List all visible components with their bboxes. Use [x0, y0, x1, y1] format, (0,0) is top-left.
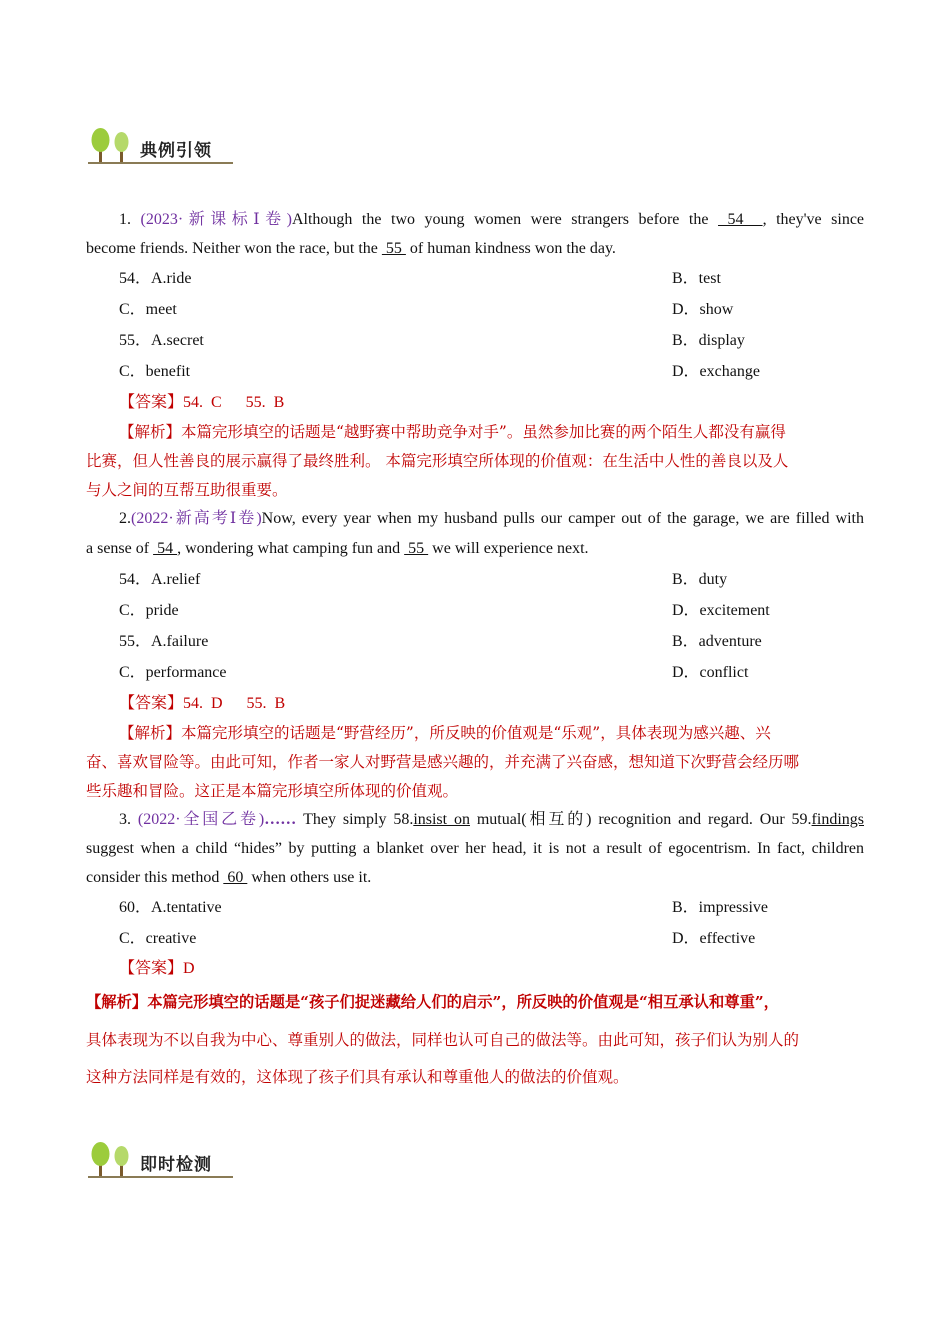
section-header-examples — [88, 126, 238, 168]
q1-line1: 1. (2023·新课标Ⅰ卷)Although the two young women were strangers before the 54 , they've since — [119, 211, 865, 228]
q1-option: 54．A.ride — [119, 270, 192, 287]
section-title: 典例引领 — [140, 141, 212, 161]
q1-option: 55．A.secret — [119, 332, 204, 349]
q1-answer: 【答案】54. C 55. B — [119, 394, 285, 411]
q1-analysis-line: 比赛，但人性善良的展示赢得了最终胜利。 本篇完形填空所体现的价值观：在生活中人性的善良以及人 — [86, 452, 789, 470]
q2-analysis-line: 【解析】本篇完形填空的话题是“野营经历”，所反映的价值观是“乐观”，具体表现为感兴趣、兴 — [119, 724, 771, 742]
q2-line2: a sense of 54 , wondering what camping fun and 55 we will experience next. — [86, 540, 589, 557]
q1-option: B．display — [672, 332, 745, 349]
q3-answer: 【答案】D — [119, 960, 195, 977]
q2-blank-54: 54 — [153, 540, 178, 557]
q3-analysis-line: 具体表现为不以自我为中心、尊重别人的做法，同样也认可自己的做法等。由此可知，孩子们认为别人的 — [86, 1031, 800, 1049]
q1-option: C．benefit — [119, 363, 191, 380]
q2-option: 55．A.failure — [119, 633, 209, 650]
q1-blank-55: 55 — [381, 240, 406, 257]
q3-option: 60．A.tentative — [119, 899, 222, 916]
q3-option: C．creative — [119, 930, 197, 947]
q1-source: (2023·新课标Ⅰ卷) — [140, 211, 292, 228]
q3-line3: consider this method 60 when others use it. — [86, 869, 372, 886]
q3-option: B．impressive — [672, 899, 768, 916]
q2-blank-55: 55 — [404, 540, 429, 557]
q1-analysis-line: 与人之间的互帮互助很重要。 — [86, 481, 288, 499]
q1-line2: become friends. Neither won the race, but the 55 of human kindness won the day. — [86, 240, 616, 257]
section-divider — [88, 1176, 233, 1178]
q3-analysis-line: 【解析】本篇完形填空的话题是“孩子们捉迷藏给人们的启示”，所反映的价值观是“相互承认和尊重”， — [86, 993, 779, 1011]
q2-option: 54．A.relief — [119, 571, 201, 588]
q1-analysis-line: 【解析】本篇完形填空的话题是“越野赛中帮助竞争对手”。虽然参加比赛的两个陌生人都没有赢得 — [119, 423, 786, 441]
tree-icon — [88, 1140, 136, 1180]
q2-source: (2022·新高考Ⅰ卷) — [131, 510, 262, 527]
q3-line2: suggest when a child “hides” by putting a blanket over her head, it is not a result of egocentrism. In fact, children — [86, 840, 864, 857]
q2-option: D．conflict — [672, 664, 749, 681]
q2-line1: 2.(2022·新高考Ⅰ卷)Now, every year when my husband pulls our camper out of the garage, we are filled with — [119, 510, 865, 527]
section-title: 即时检测 — [140, 1155, 212, 1175]
q1-option: D．show — [672, 301, 734, 318]
q2-option: C．performance — [119, 664, 227, 681]
q2-option: C．pride — [119, 602, 179, 619]
q3-option: D．effective — [672, 930, 756, 947]
q3-underline-58: insist on — [413, 811, 470, 828]
q3-underline-59: findings — [811, 811, 864, 828]
q2-analysis-line: 奋、喜欢冒险等。由此可知，作者一家人对野营是感兴趣的，并充满了兴奋感，想知道下次野营会经历哪 — [86, 753, 800, 771]
q2-option: D．excitement — [672, 602, 770, 619]
q1-option: D．exchange — [672, 363, 760, 380]
q1-option: C．meet — [119, 301, 177, 318]
q1-option: B．test — [672, 270, 721, 287]
q2-option: B．adventure — [672, 633, 762, 650]
q3-blank-60: 60 — [223, 869, 248, 886]
section-header-check — [88, 1140, 238, 1182]
q2-analysis-line: 些乐趣和冒险。这正是本篇完形填空所体现的价值观。 — [86, 782, 459, 800]
tree-icon — [88, 126, 136, 166]
q2-option: B．duty — [672, 571, 728, 588]
section-divider — [88, 162, 233, 164]
q1-blank-54: 54 — [718, 211, 763, 228]
q2-answer: 【答案】54. D 55. B — [119, 695, 286, 712]
q3-line1: 3. (2022·全国乙卷)…… They simply 58.insist on mutual(相互的) recognition and regard. Our 59.findings — [119, 811, 864, 828]
q3-analysis-line: 这种方法同样是有效的，这体现了孩子们具有承认和尊重他人的做法的价值观。 — [86, 1068, 629, 1086]
q3-source: (2022·全国乙卷) — [137, 811, 265, 828]
